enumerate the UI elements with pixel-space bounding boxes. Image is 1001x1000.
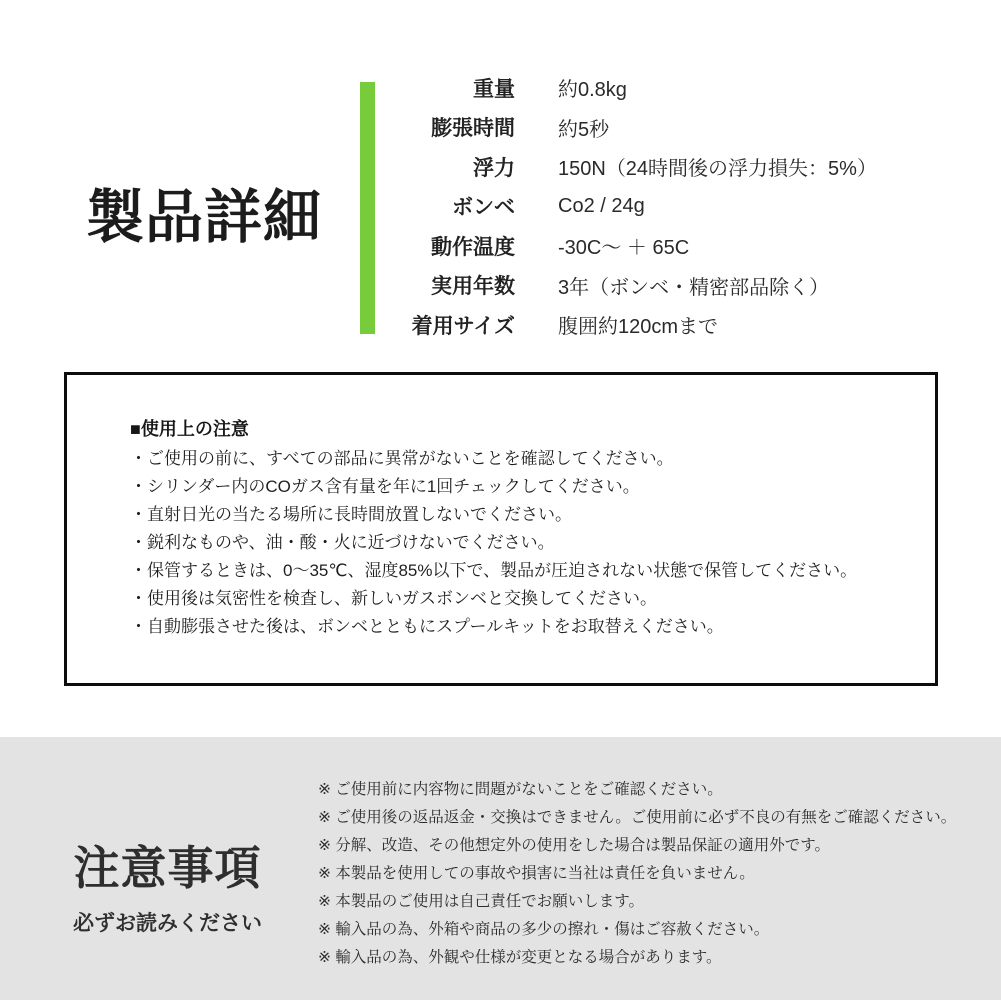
- accent-divider-bar: [360, 82, 375, 334]
- product-details-title: 製品詳細: [86, 185, 323, 250]
- caution-item: ※ ご使用後の返品返金・交換はできません。ご使用前に必ず不良の有無をご確認ください。: [318, 809, 957, 826]
- spec-label: 浮力: [473, 156, 515, 180]
- spec-value: 腹囲約120cmまで: [558, 316, 719, 339]
- spec-row-service-years: [400, 266, 960, 306]
- usage-note-item: ・直射日光の当たる場所に長時間放置しないでください。: [130, 505, 572, 524]
- caution-item: ※ 本製品を使用しての事故や損害に当社は責任を負いません。: [318, 865, 755, 882]
- spec-row-operating-temp: [400, 226, 960, 266]
- spec-label: 実用年数: [431, 275, 515, 299]
- spec-table: [400, 68, 960, 345]
- caution-item: ※ 輸入品の為、外箱や商品の多少の擦れ・傷はご容赦ください。: [318, 921, 770, 938]
- spec-row-weight: [400, 68, 960, 108]
- spec-row-inflation-time: [400, 108, 960, 148]
- spec-value: -30C〜 ＋ 65C: [558, 237, 690, 260]
- spec-label: ボンベ: [452, 196, 515, 220]
- spec-value: 約0.8kg: [558, 79, 627, 102]
- spec-value: Co2 / 24g: [558, 194, 645, 217]
- usage-note-item: ・使用後は気密性を検査し、新しいガスボンベと交換してください。: [130, 589, 657, 608]
- cautions-title: 注意事項: [73, 842, 262, 894]
- spec-label: 重量: [473, 77, 515, 101]
- usage-note-item: ・保管するときは、0〜35℃、湿度85%以下で、製品が圧迫されない状態で保管してください。: [130, 561, 858, 580]
- caution-item: ※ 輸入品の為、外観や仕様が変更となる場合があります。: [318, 949, 722, 966]
- spec-value: 150N（24時間後の浮力損失：5%）: [558, 158, 877, 181]
- usage-notes-heading: ■使用上の注意: [130, 419, 249, 439]
- cautions-title-block: [55, 832, 280, 937]
- usage-note-item: ・シリンダー内のCOガス含有量を年に1回チェックしてください。: [130, 477, 640, 496]
- cautions-section: [0, 737, 1001, 1000]
- spec-label: 着用サイズ: [411, 314, 515, 338]
- usage-note-item: ・自動膨張させた後は、ボンベとともにスプールキットをお取替えください。: [130, 617, 724, 636]
- spec-value: 約5秒: [558, 118, 610, 141]
- usage-note-item: ・鋭利なものや、油・酸・火に近づけないでください。: [130, 533, 555, 552]
- spec-label: 膨張時間: [431, 117, 515, 141]
- cautions-list: [318, 776, 956, 972]
- spec-label: 動作温度: [431, 235, 515, 259]
- caution-item: ※ 分解、改造、その他想定外の使用をした場合は製品保証の適用外です。: [318, 837, 831, 854]
- cautions-subtitle: 必ずお読みください: [73, 912, 262, 935]
- caution-item: ※ 本製品のご使用は自己責任でお願いします。: [318, 893, 645, 910]
- usage-note-item: ・ご使用の前に、すべての部品に異常がないことを確認してください。: [130, 449, 674, 468]
- caution-item: ※ ご使用前に内容物に問題がないことをご確認ください。: [318, 781, 723, 798]
- spec-row-buoyancy: [400, 147, 960, 187]
- spec-row-wearing-size: [400, 305, 960, 345]
- usage-notes-box: [64, 372, 938, 686]
- spec-row-cylinder: [400, 187, 960, 227]
- spec-value: 3年（ボンベ・精密部品除く）: [558, 276, 830, 299]
